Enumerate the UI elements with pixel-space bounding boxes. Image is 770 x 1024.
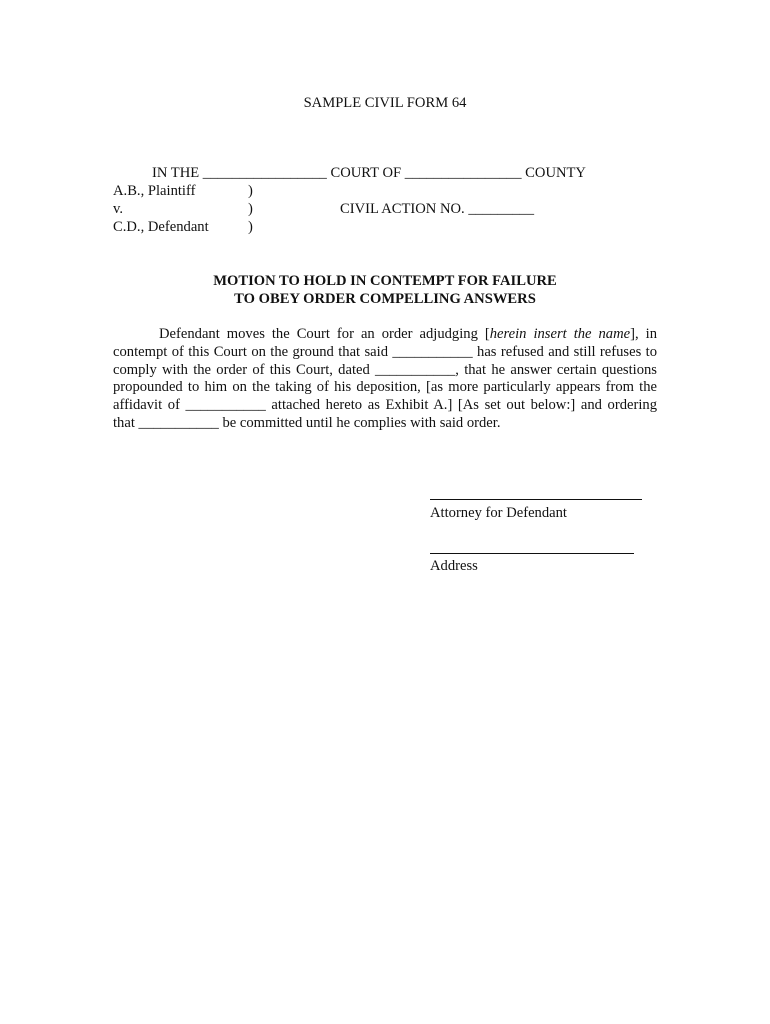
motion-body-paragraph bbox=[113, 326, 657, 433]
address-line bbox=[430, 553, 634, 554]
attorney-label: Attorney for Defendant bbox=[430, 505, 567, 521]
defendant-label: C.D., Defendant bbox=[113, 219, 209, 235]
attorney-signature-line bbox=[430, 499, 642, 500]
court-line: IN THE _________________ COURT OF ________________ COUNTY bbox=[152, 165, 586, 181]
caption-paren-2: ) bbox=[248, 201, 253, 217]
body-text-italic: herein insert the name bbox=[489, 326, 631, 342]
versus-label: v. bbox=[113, 201, 123, 217]
body-text-part-2: ], in contempt of this Court on the ground that said ___________ has refused and still refuses to comply with the order of this Court, dated ___________, that he answer certain questions propounded to him on the taking of his deposition, [as more particularly appears from the affidavit of ___________ attached hereto as Exhibit A.] [As set out below:] and ordering that ___________ be committed until he complies with said order. bbox=[113, 326, 657, 431]
caption-paren-1: ) bbox=[248, 183, 253, 199]
motion-title-line-1: MOTION TO HOLD IN CONTEMPT FOR FAILURE bbox=[213, 273, 557, 289]
motion-title-line-2: TO OBEY ORDER COMPELLING ANSWERS bbox=[234, 291, 536, 307]
civil-action-number: CIVIL ACTION NO. _________ bbox=[340, 201, 535, 217]
form-title: SAMPLE CIVIL FORM 64 bbox=[303, 95, 467, 111]
caption-paren-3: ) bbox=[248, 219, 253, 235]
body-text-part-1: Defendant moves the Court for an order adjudging [ bbox=[159, 326, 490, 342]
plaintiff-label: A.B., Plaintiff bbox=[113, 183, 196, 199]
address-label: Address bbox=[430, 558, 478, 574]
